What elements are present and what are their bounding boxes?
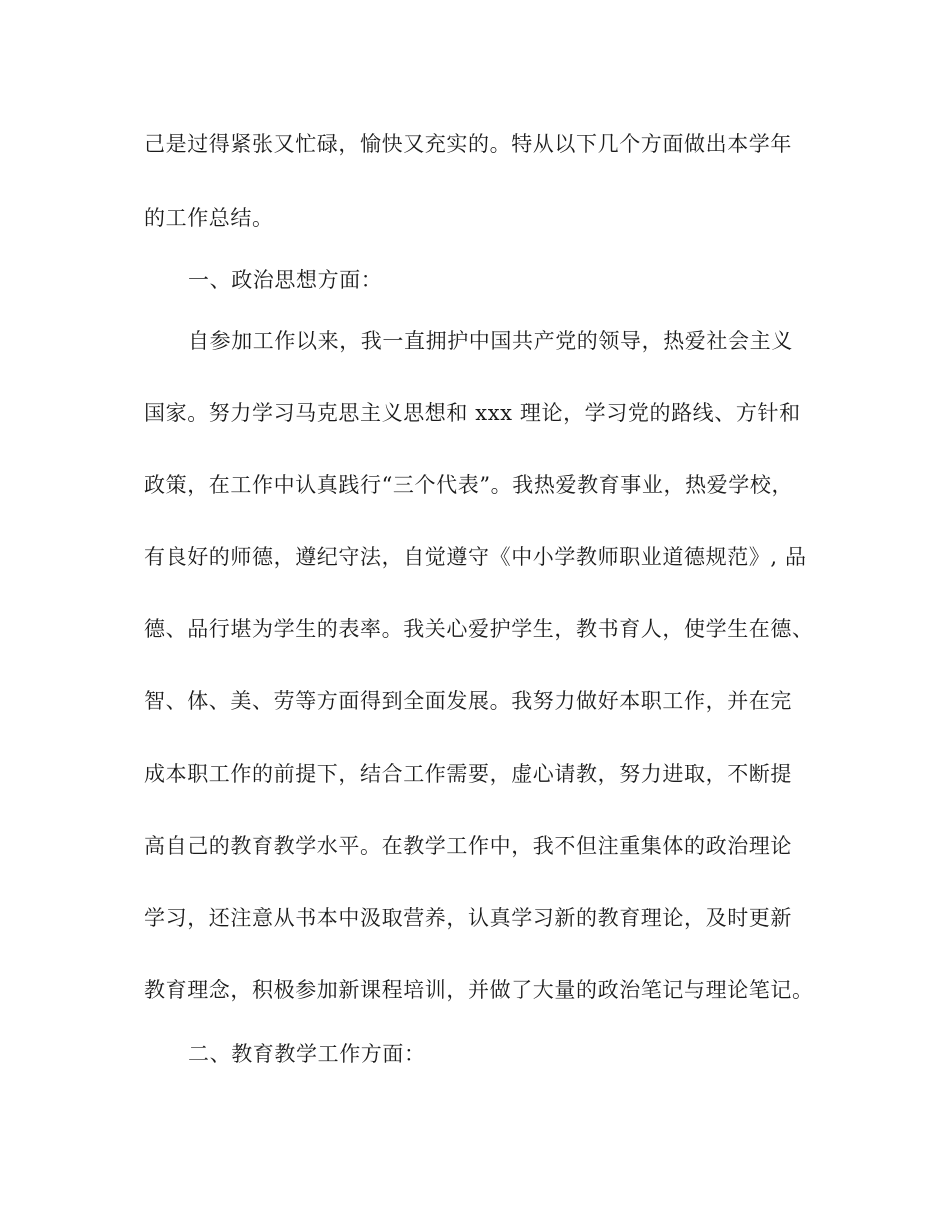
paragraph-line: 政策，在工作中认真践行“三个代表”。我热爱教育事业，热爱学校， — [144, 473, 794, 497]
paragraph-line: 教育理念，积极参加新课程培训，并做了大量的政治笔记与理论笔记。 — [144, 978, 814, 1002]
section-heading: 一、政治思想方面： — [188, 268, 383, 292]
paragraph-line: 有良好的师德，遵纪守法，自觉遵守《中小学教师职业道德规范》, 品 — [144, 545, 807, 569]
paragraph-line: 国家。努力学习马克思主义思想和 xxx 理论，学习党的路线、方针和 — [144, 401, 801, 425]
paragraph-line: 的工作总结。 — [144, 206, 274, 230]
paragraph-line: 德、品行堪为学生的表率。我关心爱护学生，教书育人，使学生在德、 — [144, 617, 814, 641]
paragraph-line: 学习，还注意从书本中汲取营养，认真学习新的教育理论，及时更新 — [144, 906, 792, 930]
paragraph-line: 己是过得紧张又忙碌，愉快又充实的。特从以下几个方面做出本学年 — [144, 132, 792, 156]
section-heading: 二、教育教学工作方面： — [188, 1042, 426, 1066]
paragraph-line: 成本职工作的前提下，结合工作需要，虚心请教，努力进取，不断提 — [144, 762, 792, 786]
paragraph-line: 高自己的教育教学水平。在教学工作中，我不但注重集体的政治理论 — [144, 834, 792, 858]
paragraph-line: 智、体、美、劳等方面得到全面发展。我努力做好本职工作，并在完 — [144, 689, 792, 713]
paragraph-line: 自参加工作以来，我一直拥护中国共产党的领导，热爱社会主义 — [188, 329, 793, 353]
